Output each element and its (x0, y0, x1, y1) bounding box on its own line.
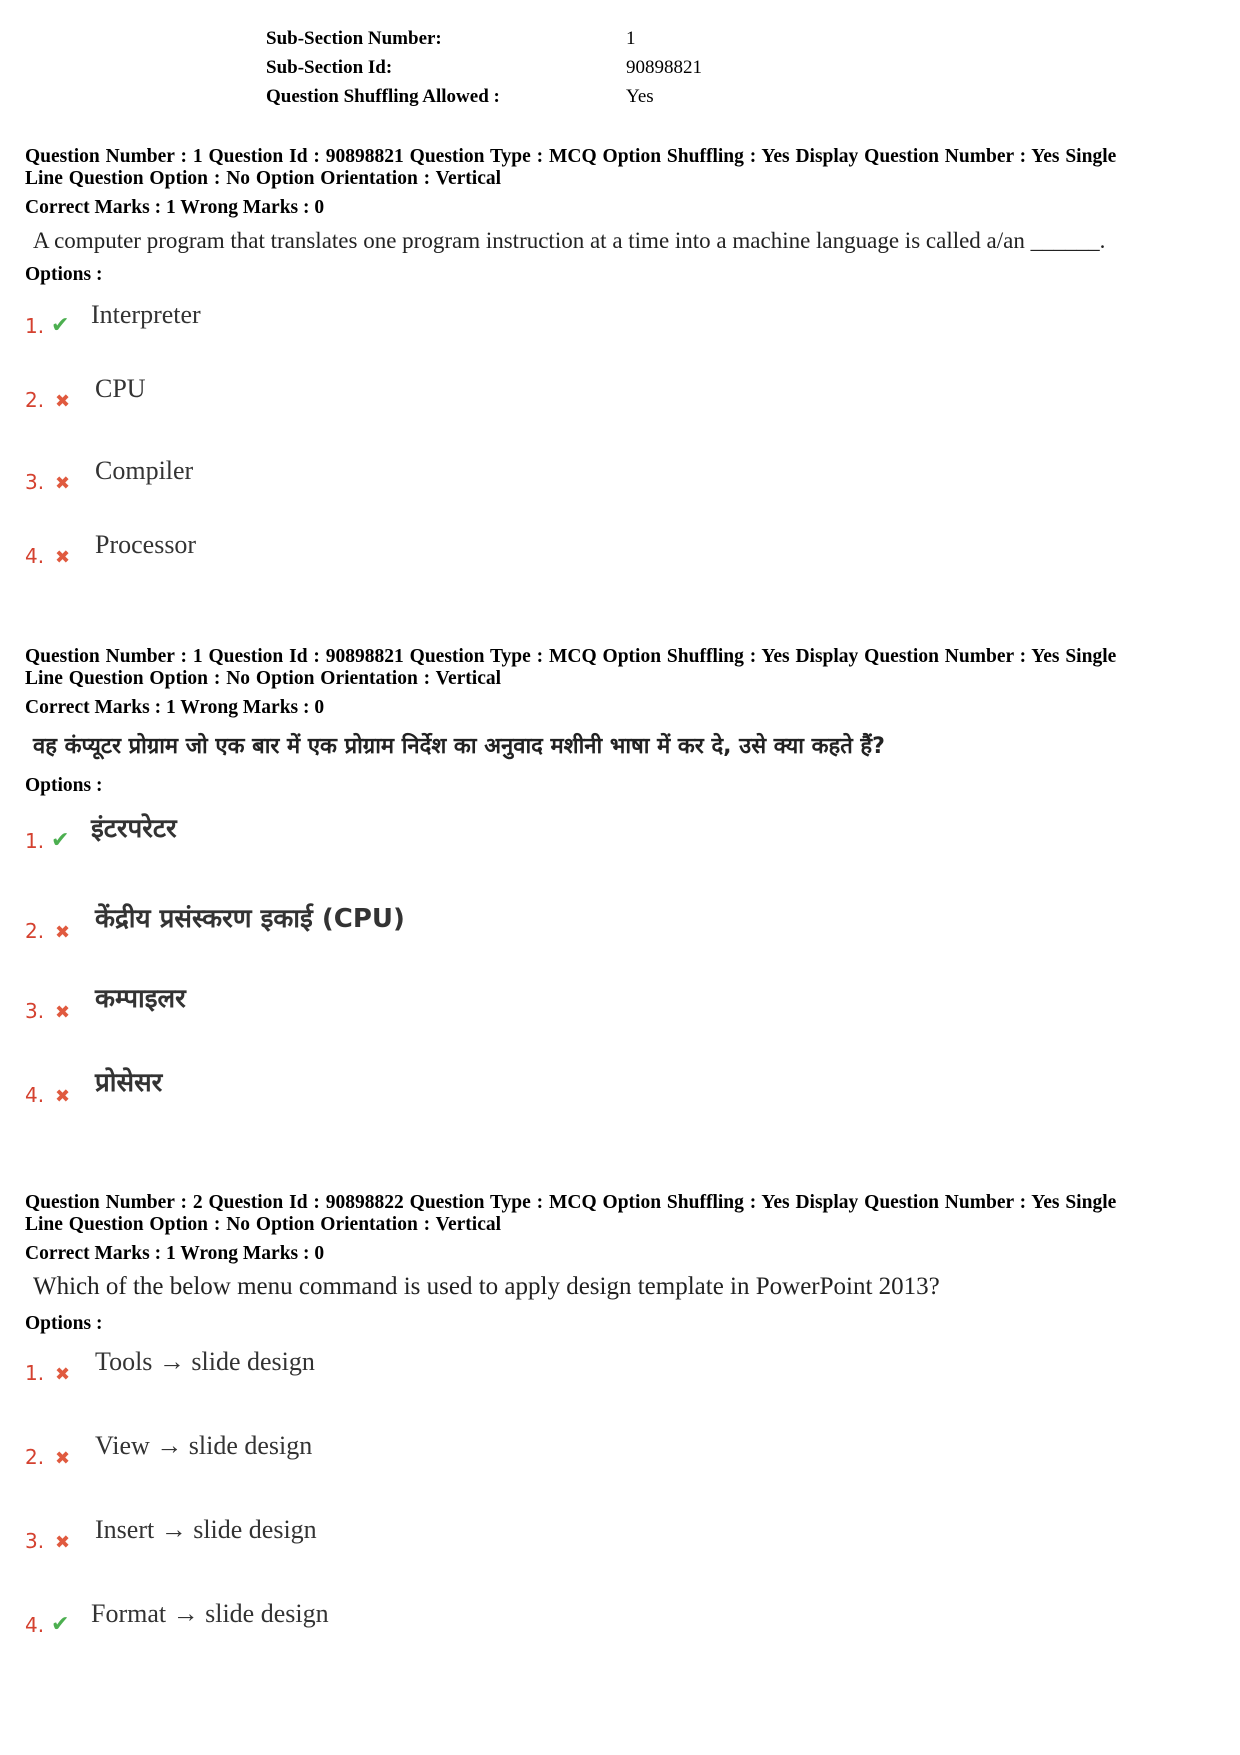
option-item (25, 797, 1225, 861)
check-icon: ✔ (51, 1612, 70, 1637)
option-text: Format → slide design (91, 1599, 329, 1628)
question-header-line: Line Question Option : No Option Orientation : Vertical (25, 1214, 502, 1235)
options-label: Options : (25, 1313, 103, 1334)
option-text: इंटरपरेटर (91, 814, 177, 844)
option-number: 3. (25, 470, 45, 494)
question-header (25, 146, 1225, 190)
question-header-line: Question Number : 1 Question Id : 90898821 Question Type : MCQ Option Shuffling : Yes Display Question Number : Yes Single (25, 646, 1117, 667)
question-text: Which of the below menu command is used to apply design template in PowerPoint 2013? (33, 1273, 940, 1300)
cross-icon: ✖ (55, 1002, 71, 1023)
option-item (25, 420, 1225, 502)
question-block (25, 1192, 1225, 1645)
question-header-line: Question Number : 1 Question Id : 90898821 Question Type : MCQ Option Shuffling : Yes Display Question Number : Yes Single (25, 146, 1117, 167)
option-item (25, 861, 1225, 951)
cross-icon: ✖ (55, 1086, 71, 1107)
question-text: A computer program that translates one program instruction at a time into a machine language is called a/an ______. (33, 228, 1106, 253)
meta-row (266, 53, 702, 82)
cross-icon: ✖ (55, 1364, 71, 1385)
check-icon: ✔ (51, 828, 70, 853)
option-number: 2. (25, 1445, 45, 1469)
option-number: 1. (25, 1361, 45, 1385)
option-text: CPU (95, 374, 146, 403)
meta-key: Question Shuffling Allowed : (266, 85, 500, 107)
option-number: 4. (25, 1083, 45, 1107)
option-item (25, 1335, 1225, 1393)
meta-value: 1 (626, 27, 636, 49)
option-number: 1. (25, 314, 45, 338)
cross-icon: ✖ (55, 922, 71, 943)
question-marks: Correct Marks : 1 Wrong Marks : 0 (25, 1243, 325, 1264)
question-text: वह कंप्यूटर प्रोग्राम जो एक बार में एक प्रोग्राम निर्देश का अनुवाद मशीनी भाषा में कर दे, उसे क्या कहते हैं? (33, 734, 885, 759)
question-header (25, 646, 1225, 690)
option-list (25, 1335, 1225, 1645)
option-text: केंद्रीय प्रसंस्करण इकाई (CPU) (95, 904, 405, 934)
option-number: 4. (25, 544, 45, 568)
option-text: Compiler (95, 456, 194, 485)
option-item (25, 346, 1225, 420)
option-number: 2. (25, 919, 45, 943)
meta-key: Sub-Section Id: (266, 56, 393, 78)
meta-row (266, 82, 702, 111)
question-header-line: Question Number : 2 Question Id : 90898822 Question Type : MCQ Option Shuffling : Yes Display Question Number : Yes Single (25, 1192, 1117, 1213)
question-header-line: Line Question Option : No Option Orientation : Vertical (25, 168, 502, 189)
option-text: Tools → slide design (95, 1347, 315, 1376)
subsection-meta (266, 24, 702, 111)
option-number: 4. (25, 1613, 45, 1637)
option-text: Processor (95, 530, 197, 559)
meta-value: 90898821 (626, 56, 702, 78)
option-list (25, 286, 1225, 576)
cross-icon: ✖ (55, 547, 71, 568)
option-item (25, 1031, 1225, 1115)
option-item (25, 502, 1225, 576)
check-icon: ✔ (51, 313, 70, 338)
cross-icon: ✖ (55, 473, 71, 494)
cross-icon: ✖ (55, 1532, 71, 1553)
cross-icon: ✖ (55, 1448, 71, 1469)
meta-row (266, 24, 702, 53)
option-item (25, 1561, 1225, 1645)
option-item (25, 286, 1225, 346)
meta-value: Yes (626, 85, 654, 107)
option-text: Insert → slide design (95, 1515, 317, 1544)
meta-key: Sub-Section Number: (266, 27, 442, 49)
option-text: कम्पाइलर (95, 984, 186, 1014)
option-text: प्रोसेसर (95, 1068, 163, 1098)
question-header (25, 1192, 1225, 1236)
option-number: 3. (25, 999, 45, 1023)
option-text: View → slide design (95, 1431, 313, 1460)
cross-icon: ✖ (55, 391, 71, 412)
option-number: 2. (25, 388, 45, 412)
option-text: Interpreter (91, 300, 201, 329)
option-item (25, 1477, 1225, 1561)
question-marks: Correct Marks : 1 Wrong Marks : 0 (25, 697, 325, 718)
question-marks: Correct Marks : 1 Wrong Marks : 0 (25, 197, 325, 218)
option-item (25, 1393, 1225, 1477)
question-header-line: Line Question Option : No Option Orientation : Vertical (25, 668, 502, 689)
option-number: 3. (25, 1529, 45, 1553)
question-block (25, 646, 1225, 1115)
question-block (25, 146, 1225, 576)
options-label: Options : (25, 775, 103, 796)
option-item (25, 951, 1225, 1031)
option-list (25, 797, 1225, 1115)
options-label: Options : (25, 264, 103, 285)
option-number: 1. (25, 829, 45, 853)
